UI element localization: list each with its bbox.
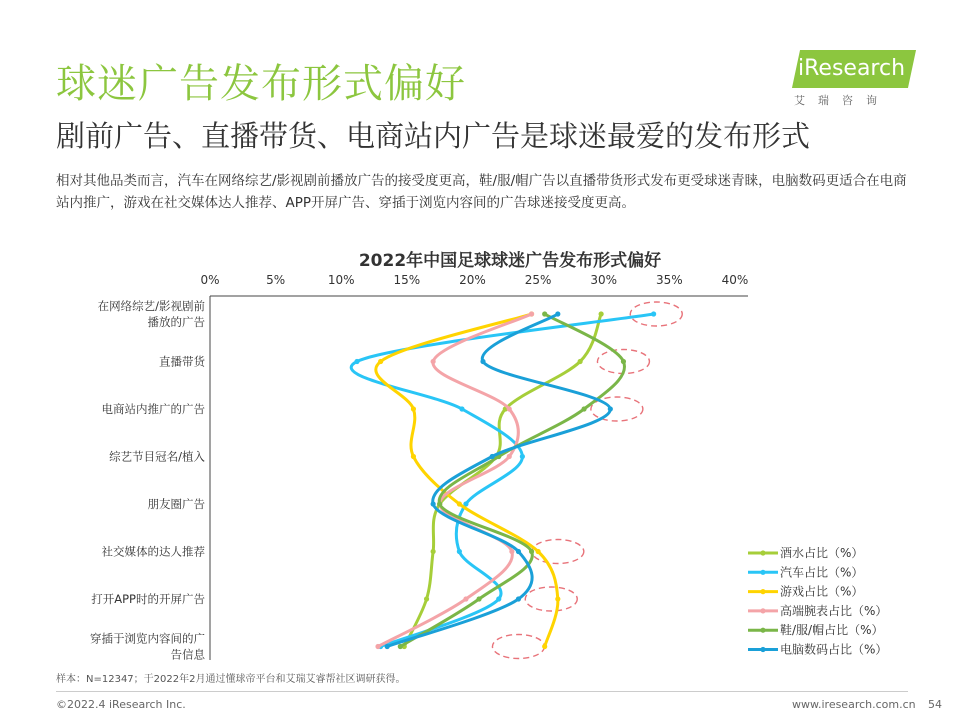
x-tick-label: 25% [524, 273, 552, 287]
highlight-ellipse [630, 302, 682, 326]
data-point [608, 406, 613, 411]
category-label: 穿插于浏览内容间的广 [90, 631, 205, 646]
category-label-layer [90, 299, 206, 662]
data-point [555, 311, 560, 316]
category-label: 电商站内推广的广告 [101, 402, 205, 416]
data-point [463, 596, 468, 601]
legend-label: 汽车占比（%） [780, 565, 864, 580]
footnote: 样本：N=12347；于2022年2月通过懂球帝平台和艾瑞艾睿帮社区调研获得。 [56, 674, 406, 685]
data-point [599, 311, 604, 316]
data-point [457, 549, 462, 554]
category-label: 直播带货 [159, 354, 205, 369]
highlight-layer [492, 302, 682, 659]
x-tick-label: 0% [200, 273, 220, 287]
category-label: 打开APP时的开屏广告 [91, 592, 205, 606]
x-tick-label: 15% [393, 273, 421, 287]
data-point [411, 454, 416, 459]
legend-marker [760, 608, 765, 613]
data-point [536, 549, 541, 554]
category-label: 社交媒体的达人推荐 [101, 544, 205, 559]
x-tick-label: 10% [327, 273, 355, 287]
x-tick-label: 35% [656, 273, 683, 287]
data-point [507, 406, 512, 411]
highlight-ellipse [492, 635, 544, 659]
data-point [507, 454, 512, 459]
data-point [516, 549, 521, 554]
legend-label: 游戏占比（%） [780, 584, 864, 599]
legend-marker [760, 647, 765, 652]
category-label: 在网络综艺/影视剧前 [97, 299, 205, 313]
legend-marker [760, 628, 765, 633]
data-point [411, 406, 416, 411]
data-point [476, 596, 481, 601]
legend-marker [760, 550, 765, 555]
data-point [529, 549, 534, 554]
series-2 [351, 311, 656, 649]
page-subtitle: 剧前广告、直播带货、电商站内广告是球迷最爱的发布形式 [56, 119, 811, 153]
data-point [375, 644, 380, 649]
copyright: ©2022.4 iResearch Inc. [56, 698, 186, 711]
data-point [490, 454, 495, 459]
x-tick-label: 30% [590, 273, 618, 287]
legend [748, 545, 887, 657]
data-point [480, 359, 485, 364]
data-point [354, 359, 359, 364]
data-point [581, 406, 586, 411]
highlight-ellipse [525, 587, 577, 611]
data-point [431, 359, 436, 364]
chart-title: 2022年中国足球球迷广告发布形式偏好 [358, 251, 662, 271]
data-point [398, 644, 403, 649]
data-point [496, 596, 501, 601]
page-number: 54 [928, 698, 942, 711]
website-link[interactable]: www.iresearch.com.cn [792, 698, 916, 711]
series-line [378, 314, 532, 647]
logo-text: iResearch [798, 56, 906, 81]
data-point [529, 311, 534, 316]
category-label: 综艺节目冠名/植入 [109, 449, 205, 464]
category-label: 告信息 [170, 647, 205, 662]
data-point [459, 406, 464, 411]
series-line [351, 314, 653, 647]
data-point [621, 359, 626, 364]
data-point [509, 549, 514, 554]
footer-divider [56, 691, 908, 692]
data-point [651, 311, 656, 316]
data-point [378, 359, 383, 364]
x-tick-label: 5% [266, 273, 286, 287]
category-label: 朋友圈广告 [147, 497, 205, 511]
data-point [457, 501, 462, 506]
page-description: 相对其他品类而言，汽车在网络综艺/影视剧前播放广告的接受度更高，鞋/服/帽广告以直播带货形式发布更受球迷青睐，电脑数码更适合在电商站内推广，游戏在社交媒体达人推荐、APP开屏广告、穿插于浏览内容间的广告球迷接受度更高。 [56, 173, 907, 211]
data-point [578, 359, 583, 364]
legend-marker [760, 589, 765, 594]
legend-label: 鞋/服/帽占比（%） [780, 623, 884, 638]
legend-label: 电脑数码占比（%） [780, 642, 888, 657]
series-layer [351, 311, 656, 649]
x-tick-label: 20% [459, 273, 486, 287]
data-point [516, 596, 521, 601]
category-label: 播放的广告 [147, 315, 205, 329]
legend-marker [760, 570, 765, 575]
data-point [555, 596, 560, 601]
data-point [542, 644, 547, 649]
legend-label: 高端腕表占比（%） [780, 603, 888, 618]
legend-label: 酒水占比（%） [780, 546, 864, 560]
data-point [385, 644, 390, 649]
series-4 [375, 311, 534, 649]
data-point [431, 549, 436, 554]
page-title: 球迷广告发布形式偏好 [56, 61, 466, 107]
logo-subtext: 艾瑞咨询 [794, 94, 890, 107]
x-tick-label: 40% [721, 273, 749, 287]
data-point [424, 596, 429, 601]
data-point [431, 501, 436, 506]
data-point [520, 454, 525, 459]
data-point [542, 311, 547, 316]
data-point [437, 501, 442, 506]
